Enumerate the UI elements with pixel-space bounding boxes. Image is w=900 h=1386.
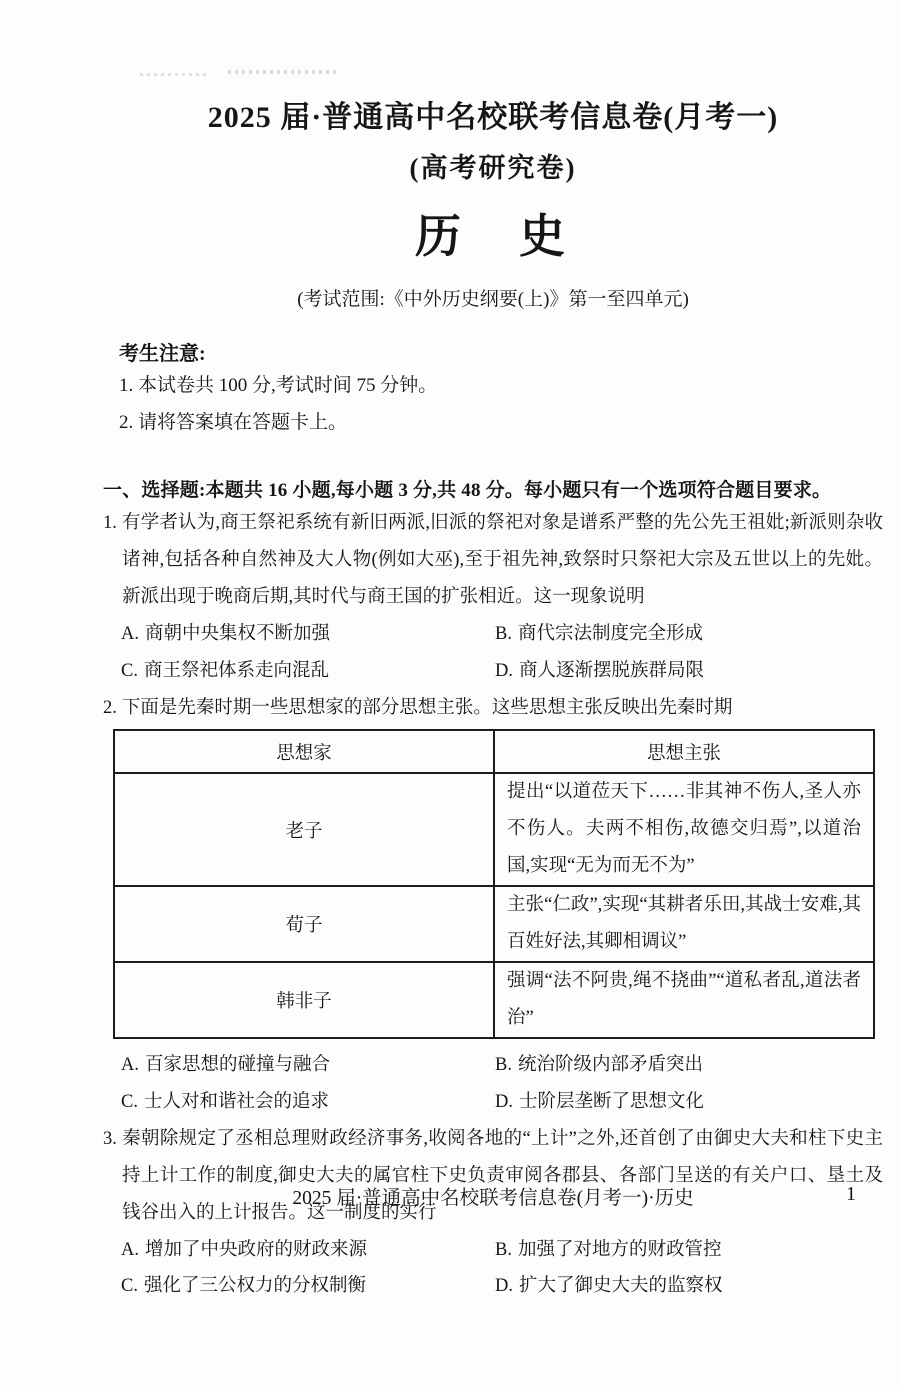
table-row	[114, 886, 874, 962]
question-options	[103, 1047, 883, 1121]
question-2	[103, 690, 883, 1121]
thinker-claim: 强调“法不阿贵,绳不挠曲”“道私者乱,道法者治”	[494, 962, 874, 1038]
question-stem	[103, 690, 883, 727]
thinker-claim: 主张“仁政”,实现“其耕者乐田,其战士安难,其百姓好法,其卿相调议”	[494, 886, 874, 962]
thinker-name: 老子	[114, 773, 494, 886]
question-text: 下面是先秦时期一些思想家的部分思想主张。这些思想主张反映出先秦时期	[121, 698, 733, 718]
option-d	[495, 653, 883, 690]
option-a	[121, 1047, 495, 1084]
option-c	[121, 1084, 495, 1121]
option-label: D.	[495, 1092, 513, 1112]
option-label: B.	[495, 1240, 512, 1260]
paper-subtitle: (高考研究卷)	[409, 153, 577, 183]
option-text: 士阶层垄断了思想文化	[519, 1092, 705, 1112]
option-text: 商王祭祀体系走向混乱	[143, 661, 329, 681]
question-number: 3.	[103, 1129, 117, 1149]
section-heading: 一、选择题:本题共 16 小题,每小题 3 分,共 48 分。每小题只有一个选项符合题目要求。	[103, 480, 832, 501]
footer-title: 2025 届·普通高中名校联考信息卷(月考一)·历史	[292, 1188, 694, 1209]
question-stem	[103, 1121, 883, 1232]
question-3	[103, 1121, 883, 1304]
option-text: 扩大了御史大夫的监察权	[519, 1276, 723, 1296]
option-d	[495, 1268, 883, 1304]
option-label: D.	[495, 1276, 513, 1296]
option-label: B.	[495, 1055, 512, 1075]
option-label: A.	[121, 1240, 139, 1260]
question-number: 2.	[103, 698, 117, 718]
option-text: 加强了对地方的财政管控	[517, 1240, 722, 1260]
thinker-claim: 提出“以道莅天下……非其神不伤人,圣人亦不伤人。夫两不相伤,故德交归焉”,以道治国,实现“无为而无不为”	[494, 773, 874, 886]
subject-title: 历 史	[415, 211, 571, 262]
question-options	[103, 1232, 883, 1304]
option-text: 商朝中央集权不断加强	[145, 624, 331, 644]
table-header-row	[114, 730, 874, 773]
question-number: 1.	[103, 513, 117, 533]
paper-title: 2025 届·普通高中名校联考信息卷(月考一)	[207, 101, 779, 134]
thinker-name: 荀子	[114, 886, 494, 962]
notice-item: 1. 本试卷共 100 分,考试时间 75 分钟。	[119, 375, 438, 396]
question-text: 秦朝除规定了丞相总理财政经济事务,收阅各地的“上计”之外,还首创了由御史大夫和柱下史主持上计工作的制度,御史大夫的属官柱下史负责审阅各郡县、各部门呈送的有关户口、垦土及钱谷出入的上计报告。这一制度的实行	[121, 1129, 883, 1223]
option-label: C.	[121, 1092, 138, 1112]
table-row	[114, 962, 874, 1038]
table-header-claim: 思想主张	[494, 730, 874, 773]
option-text: 强化了三公权力的分权制衡	[143, 1276, 366, 1296]
option-text: 百家思想的碰撞与融合	[145, 1055, 331, 1075]
notice-item: 2. 请将答案填在答题卡上。	[119, 412, 348, 433]
question-text: 有学者认为,商王祭祀系统有新旧两派,旧派的祭祀对象是谱系严整的先公先王祖妣;新派则杂收诸神,包括各种自然神及大人物(例如大巫),至于祖先神,致祭时只祭祀大宗及五世以上的先妣。新派出现于晚商后期,其时代与商王国的扩张相近。这一现象说明	[121, 513, 883, 607]
option-text: 增加了中央政府的财政来源	[145, 1240, 368, 1260]
option-b	[495, 1232, 883, 1268]
question-stem	[103, 505, 883, 616]
question-1	[103, 505, 883, 690]
option-label: A.	[121, 1055, 139, 1075]
option-text: 商人逐渐摆脱族群局限	[519, 661, 705, 681]
option-b	[495, 1047, 883, 1084]
question-options	[103, 616, 883, 690]
page-content	[103, 0, 883, 1304]
option-text: 士人对和谐社会的追求	[143, 1092, 329, 1112]
option-text: 商代宗法制度完全形成	[517, 624, 703, 644]
option-label: B.	[495, 624, 512, 644]
option-label: D.	[495, 661, 513, 681]
exam-scope: (考试范围:《中外历史纲要(上)》第一至四单元)	[297, 289, 689, 310]
option-a	[121, 1232, 495, 1268]
option-label: C.	[121, 1276, 138, 1296]
option-c	[121, 1268, 495, 1304]
option-label: C.	[121, 661, 138, 681]
table-row	[114, 773, 874, 886]
table-header-thinker: 思想家	[114, 730, 494, 773]
option-label: A.	[121, 624, 139, 644]
option-a	[121, 616, 495, 653]
page-number: 1	[846, 1183, 856, 1205]
option-text: 统治阶级内部矛盾突出	[517, 1055, 703, 1075]
notice-title: 考生注意:	[119, 343, 206, 365]
thinkers-table	[113, 729, 875, 1039]
option-d	[495, 1084, 883, 1121]
option-b	[495, 616, 883, 653]
option-c	[121, 653, 495, 690]
thinker-name: 韩非子	[114, 962, 494, 1038]
